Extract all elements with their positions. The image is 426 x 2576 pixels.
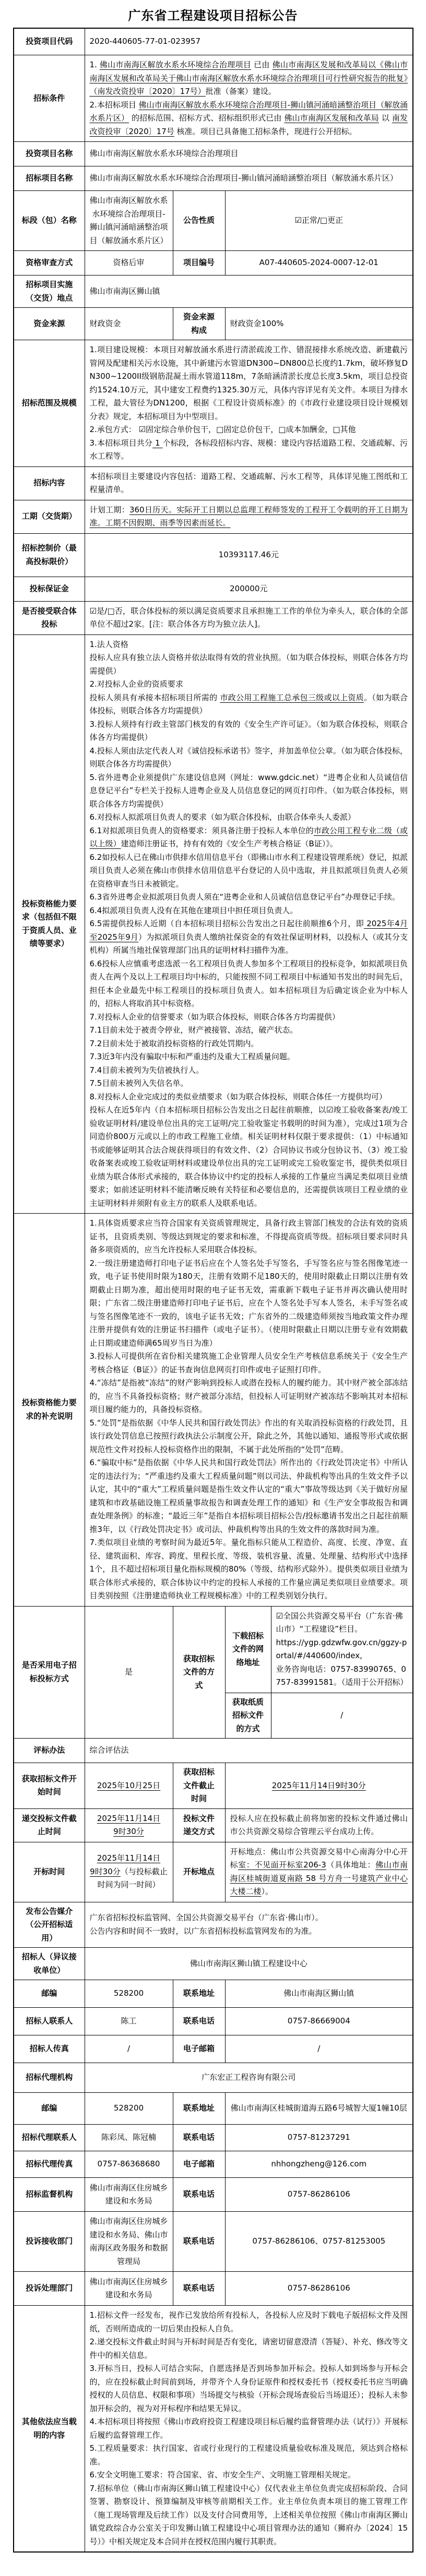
notice-nature-label-para: 公告性质: [183, 215, 215, 225]
doc-obtain-deadline-label: [173, 1763, 225, 1809]
supervision-label: [14, 2178, 85, 2212]
agency-postcode-value: [85, 2093, 173, 2125]
bid-opening-place-value-para: 开标地点：佛山市公共资源交易中心南海分中心开标室：不见面开标室206-3（具体地址：佛山市南海区桂城街道夏南路 58 号方舟一号建筑产业中心大楼二楼）。: [230, 1847, 408, 1896]
tenderer-contact-value-para: 陈工: [121, 2016, 137, 2026]
bid-opening-place-value: [225, 1842, 413, 1902]
qualification-requirements-value-para: 7.1目前未处于被责令停业，财产被接管、冻结，破产状态。: [89, 1025, 298, 1035]
qualification-supplement-value-para: 1.具体资质要求应当符合国家有关资质管理规定，具备行政主管部门核发的合法有效的资质证书，且资质类别、等级达到规定的要求和标准，不得提高资质等级。招标项目要求同时具备多项资质的，应当允许投标人采用联合体投标。: [89, 1218, 408, 1254]
other-contents-value-para: 2.递交投标文件截止时间与开标时间是否有变化，请密切留意澄清（答疑）、补充、修改等文件中的相关信息。: [89, 2337, 408, 2360]
bid-opening-time-value: [85, 1842, 173, 1902]
doc-obtain-start-label-para: 获取招标文件开始时间: [21, 1774, 77, 1797]
tenderer-phone-value: [225, 2008, 413, 2035]
qualification-supplement-value-para: 3.投标人可提供所在省份相关建筑施工企业管理人员安全生产考核信息系统关于《安全生产考核合格证（B证）》的证书查询信息网页打印件或电子证照打印件。: [89, 1351, 408, 1374]
tenderer-postcode-label-para: 邮编: [41, 1988, 57, 1998]
delivery-place-value: [85, 275, 413, 308]
control-price-label: [14, 533, 85, 577]
control-price-label-para: 招标控制价（最高投标限价）: [21, 543, 77, 566]
agency-fax-label: [14, 2151, 85, 2178]
agency-phone-label: [173, 2125, 225, 2151]
agency-address-value: [225, 2093, 413, 2125]
table-row-submission-deadline: [14, 1808, 413, 1842]
supervision-label-para: 招标监督机构: [26, 2189, 73, 2199]
electronic-bidding-value: [85, 1606, 173, 1739]
agency-value-para: 广东宏正工程咨询有限公司: [202, 2072, 296, 2082]
other-contents-value-para: 3.开标当日，投标人可结合实际，自愿选择是否到场参加开标会。投标人如到场参与开标会的，应在投标截止时间前到场，并带齐个人身份证原件和授权委托书（授权委托书应当明确授权的人员信息、权限和事项）当场提交与核验（开标会现场查验后当场退还）；投标人未参加开标会的，视为对开标程序和结果无异议。: [89, 2364, 408, 2413]
paper-doc-method-value-para: /: [340, 1710, 344, 1720]
agency-email-label-para: 电子邮箱: [183, 2159, 215, 2169]
qualification-supplement-value-para: 7.类似项目业绩的考察时间为最近5年。量化指标只能从工程造价、高度、长度、净宽、直径、建筑面积、库容、跨度、里程长度、等级、装机容量、流量、处理量、结构形式中选择1个，且不超过招标项目量化指标规模的80%（等级、结构形式除外）。提供类似项目业绩为联合体形式承接的，联合体协议中约定的投标人承接的工作量应满足类似项目业绩要求。项目类别按照《注册建造师执业工程规模标准》中的工程类别划分执行。: [89, 1538, 408, 1600]
bid-opening-place-label-para: 开标地点: [183, 1866, 215, 1876]
paper-doc-method-label-para: 获取纸质招标文件的方式: [232, 1697, 264, 1733]
project-number-label: [173, 251, 225, 275]
scope-scale-label: [14, 340, 85, 467]
agency-postcode-label: [14, 2093, 85, 2125]
submission-method-label-para: 投标文件递交方式: [183, 1813, 215, 1836]
other-contents-label: [14, 2306, 85, 2553]
doc-obtain-deadline-value: [225, 1763, 413, 1809]
download-address-label: [225, 1606, 271, 1693]
tender-content-value-para: 本招标项目主要建设内容包括：道路工程、交通疏解、污水工程等，具体详见施工图纸和工程量清单。: [89, 471, 408, 494]
tenderer-fax-label-para: 招标人传真: [29, 2044, 69, 2054]
qualification-requirements-value-para: 7.2目前未处于被取消投标资格的行政处罚期内。: [89, 1038, 259, 1048]
consortium-label: [14, 601, 85, 634]
section-name-value: [85, 191, 173, 251]
submission-deadline-label: [14, 1808, 85, 1842]
qualification-requirements-value-para: 1.法人资格: [89, 639, 128, 649]
investment-project-name-label: [14, 142, 85, 166]
qualification-requirements-value-para: 6.4拟派项目负责人没有在其他在建项目中担任项目负责人。: [89, 905, 298, 915]
table-row-fund-source: [14, 308, 413, 340]
qualification-requirements-value-para: 6.对投标人拟派项目负责人的要求（如为联合体投标，由联合体牵头人委派）: [89, 812, 356, 822]
fund-composition-value-para: 财政资金100%: [230, 318, 284, 328]
qualification-requirements-value-para: 7.5目前未被列入失信名单。: [89, 1079, 188, 1088]
table-row-duration: [14, 500, 413, 533]
notice-nature-value-para: ☑正常/□更正: [294, 215, 344, 225]
fund-composition-label-para: 资金来源构成: [183, 312, 215, 335]
agency-postcode-value-para: 528200: [113, 2103, 144, 2113]
bid-opening-time-label-para: 开标时间: [33, 1866, 65, 1876]
agency-email-value-para: nhhongzheng@126.com: [271, 2159, 367, 2169]
qualification-review-value-para: 资格后审: [113, 258, 145, 268]
tenderer-email-value-para: /: [317, 2044, 321, 2054]
tenderer-address-value-para: 佛山市南海区狮山镇: [283, 1988, 354, 1998]
doc-obtain-method-label: [173, 1606, 225, 1739]
scope-scale-value-para: 3.本招标项目共分 1 个标段，各标段招标内容、规模：建设内容括道路工程、交通疏解、污水工程等。: [89, 438, 408, 461]
qualification-requirements-value-para: 6.2如投标人已在佛山市供排水信用信息平台（即佛山市水利工程建设管理系统）登记，拟派项目负责人必须在佛山市供排水信用信息平台登记的人员中选取，并且拟派项目负责人必须在资格审查当日未被锁定。: [89, 852, 408, 889]
tenderer-value: [85, 1948, 413, 1980]
tenderer-email-label-para: 电子邮箱: [183, 2044, 215, 2054]
other-contents-value-para: 5.工程质量要求：执行国家、省或行业现行的工程建设质量验收标准及规范，须达到合格标准。: [89, 2443, 408, 2466]
section-name-value-para: 佛山市南海区解放水系水环境综合治理项目-狮山镇河涌暗涵整治项目（解放涌水系片区）: [89, 196, 168, 245]
tenderer-fax-label: [14, 2035, 85, 2063]
complaint-handling-phone-value-para: 0757-86286106: [287, 2283, 350, 2293]
submission-deadline-value-para: 9时30分: [113, 1827, 144, 1836]
qualification-requirements-value-para: 投标人须具有承接本招标项目所需的 市政公用工程施工总承包三级或以上资质。（如为联合体投标，则联合体各方均需提供）: [89, 692, 408, 715]
agency-postcode-label-para: 邮编: [41, 2103, 57, 2113]
doc-obtain-deadline-value-para: 2025年11月14日9时30分: [271, 1780, 366, 1790]
download-address-value-para: https://ygp.gdzwfw.gov.cn/ggzy-portal/#/440600/index,: [276, 1637, 407, 1660]
agency-email-label: [173, 2151, 225, 2178]
table-row-qualification-supplement: [14, 1214, 413, 1607]
qualification-requirements-value-para: 投标人在近5年内（自本招标项目招标公告发出之日起往前顺推，以☑竣工验收备案表/竣工验收证明材料/建设单位出具的完工证明/完工验收鉴定书载明的时间为准），完成过1项为合同造价800万元或以上的市政工程施工业绩。相关证明材料仅限于要求提供：（1）中标通知书或能够证明其合法合规获得项目的有效文件、（2）合同协议书或分包协议书、（3）竣工验收备案表或竣工验收证明材料或建设单位出具的完工证明或完工验收鉴定书，提供类似项目业绩为联合体形式承接的，联合体协议中约定的投标人承接的工作量应当满足类似项目业绩要求；如前述证明材料不能清晰反映有关特征和必要信息的，还需提供该项目工程业绩的业主证明材料并须附有业主方的联系人及联系电话。: [89, 1105, 408, 1208]
qualification-supplement-value: [85, 1214, 413, 1607]
paper-doc-method-value: [271, 1693, 413, 1739]
consortium-value: [85, 601, 413, 634]
complaint-receiving-phone-value: [225, 2212, 413, 2272]
agency-contact-value: [85, 2125, 173, 2151]
qualification-supplement-label: [14, 1214, 85, 1607]
project-number-value-para: A07-440605-2024-0007-12-01: [259, 258, 378, 268]
bid-bond-value-para: 200000元: [230, 583, 268, 593]
qualification-requirements-value-para: 6.5需提供投标人近期（自本招标项目招标公告发出之日起往前顺推6个月，即 2025年4月至2025年9月）为拟派项目负责人缴纳社保资金的有效社保证明材料，以投标人（或其分支机构）所属当地社保管理部门出具的证明材料扫描件为准。: [89, 919, 408, 955]
tenderer-phone-value-para: 0757-86669004: [287, 2016, 350, 2026]
complaint-receiving-phone-label: [173, 2212, 225, 2272]
tender-project-name-value: [85, 166, 413, 191]
supervision-phone-label-para: 联系电话: [183, 2189, 215, 2199]
duration-value: [85, 500, 413, 533]
qualification-requirements-value-para: 6.6投标人应慎重考虑选派一名工程项目负责人参加多个工程项目的投标竞争，如拟派项目负责人在两个及以上工程项目均中标的，只能按照不同工程项目中标通知书发出的时间先后，担任本企业最先中标工程项目的投标项目负责人。如本招标项目为后确定该企业为中标人的，招标人将取消其中标资格。: [89, 958, 408, 1008]
qualification-supplement-value-para: 2.一级注册建造师打印电子证书后应在个人签名处手写签名，手写签名应与签名图像笔迹一致，电子证书使用时限为180天，注册有效期不足180天的，使用时限截止日期以注册有效期截止日期为准，超出使用时限的电子证书无效，需重新下载电子证书并再次确认使用时限；广东省二级注册建造师打印电子证书后，应在个人签名处手写本人签名，未手写签名或与签名图像笔迹不一致的，该电子证书无效；广东省外的二级建造师须按当地政策文件办理注册并提供有效的注册证书扫描件（或电子证书）。（使用时限截止日期以注册专业有效期截止日期或建造师满65周岁当日为准）: [89, 1258, 408, 1348]
qualification-requirements-value-para: 8.对投标人企业完成过的类似业绩要求（如为联合体投标，则联合体任一方提供均可）: [89, 1092, 387, 1101]
complaint-receiving-label: [14, 2212, 85, 2272]
qualification-requirements-value: [85, 634, 413, 1214]
agency-fax-value-para: 0757-86368680: [97, 2159, 160, 2169]
table-row-tender-project-name: [14, 166, 413, 191]
page-title: 广东省工程建设项目招标公告: [128, 8, 298, 23]
download-address-value: [271, 1606, 413, 1693]
agency-contact-label-para: 招标代理联系人: [21, 2132, 77, 2142]
qualification-requirements-value-para: 7.对投标人企业的信誉要求（如为联合体投标，则联合体各方均需提供）: [89, 1012, 340, 1022]
agency-contact-value-para: 陈彩凤、陈冠楠: [101, 2132, 156, 2142]
table-row-complaint-handling: [14, 2272, 413, 2306]
tender-conditions-label-para: 招标条件: [33, 93, 65, 103]
agency-fax-value: [85, 2151, 173, 2178]
table-row-tender-conditions: [14, 55, 413, 142]
table-row-scope-scale: [14, 340, 413, 467]
tenderer-address-value: [225, 1980, 413, 2008]
doc-obtain-start-label: [14, 1763, 85, 1809]
submission-deadline-value: [85, 1808, 173, 1842]
tender-project-name-label: [14, 166, 85, 191]
agency-phone-label-para: 联系电话: [183, 2132, 215, 2142]
supervision-phone-value-para: 0757-86286106: [287, 2189, 350, 2199]
project-number-label-para: 项目编号: [183, 258, 215, 268]
qualification-requirements-value-para: 6.1对拟派项目负责人的资格要求：须具备注册于投标人本单位的市政公用工程专业二级（或以上级）建造师注册证书，持有有效的《安全生产考核合格证（B证）》。: [89, 825, 408, 848]
fund-composition-label: [173, 308, 225, 340]
other-contents-value-para: 6.安全文明施工要求：符合国家、省、市安全生产、文明施工管理相关规定。: [89, 2470, 356, 2479]
other-contents-value-para: 7.招标单位（佛山市南海区狮山镇工程建设中心）仅代表业主单位负责完成招标阶段、合同签署、勘察设计、预算编制及审核等前期相关工作。业主单位负责本项目的施工管理工作（施工现场管理及后续工作）以及支付合同费用等，上述相关单位按照《佛山市南海区狮山镇党政综合办公室关于印发狮山镇工程建设中心项目管理办法的通知（狮府办〔2024〕15号）》中相关规定及本合同并在授权范围内履行其职责。: [89, 2483, 408, 2546]
duration-label-para: 工期（交货期）: [21, 511, 77, 521]
fund-source-value-para: 财政资金: [89, 318, 121, 328]
table-row-qualification-review: [14, 251, 413, 275]
tenderer-postcode-label: [14, 1980, 85, 2008]
bid-bond-label: [14, 577, 85, 601]
complaint-receiving-value: [85, 2212, 173, 2272]
qualification-requirements-value-para: 7.3近3年内没有骗取中标和严重违约及重大工程质量问题。: [89, 1052, 295, 1061]
tender-content-value: [85, 466, 413, 500]
complaint-receiving-phone-label-para: 联系电话: [183, 2236, 215, 2246]
announcement-media-value: [85, 1902, 413, 1948]
announcement-table: [13, 28, 413, 2553]
tenderer-fax-value: [85, 2035, 173, 2063]
electronic-bidding-label-para: 是否采用电子招标投标方式: [21, 1660, 77, 1683]
tenderer-phone-label: [173, 2008, 225, 2035]
section-name-label-para: 标段（包）名称: [21, 215, 77, 225]
agency-label-para: 招标代理机构: [26, 2072, 73, 2082]
table-row-tenderer: [14, 1948, 413, 1980]
tender-content-label: [14, 466, 85, 500]
submission-deadline-value-para: 2025年11月14日: [97, 1813, 161, 1823]
table-row-agency-postcode: [14, 2093, 413, 2125]
table-row-evaluation-method: [14, 1739, 413, 1763]
complaint-handling-phone-value: [225, 2272, 413, 2306]
announcement-media-label-para: 发布公告媒介（公开招标适用）: [26, 1906, 73, 1943]
delivery-place-value-para: 佛山市南海区狮山镇: [89, 286, 160, 296]
table-row-bid-opening: [14, 1842, 413, 1902]
bid-opening-time-label: [14, 1842, 85, 1902]
supervision-phone-value: [225, 2178, 413, 2212]
qualification-supplement-label-para: 投标资格能力要求的补充说明: [21, 1398, 77, 1421]
table-row-section-name: [14, 191, 413, 251]
bid-opening-place-label: [173, 1842, 225, 1902]
agency-address-value-para: 佛山市南海区桂城街道海五路6号城智大厦1幢10层: [230, 2103, 407, 2113]
tenderer-address-label: [173, 1980, 225, 2008]
table-row-qualification-requirements: [14, 634, 413, 1214]
investment-project-name-value-para: 佛山市南海区解放水系水环境综合治理项目: [89, 149, 239, 159]
complaint-handling-phone-label: [173, 2272, 225, 2306]
tenderer-contact-label: [14, 2008, 85, 2035]
submission-method-label: [173, 1808, 225, 1842]
download-address-value-para: ☑全国公共资源交易平台（广东省·佛山市）“工程建设”栏目。: [276, 1611, 403, 1634]
investment-project-name-value: [85, 142, 413, 166]
other-contents-label-para: 其他依法应当载明的内容: [21, 2417, 77, 2440]
tender-content-label-para: 招标内容: [33, 478, 65, 488]
complaint-handling-phone-label-para: 联系电话: [183, 2283, 215, 2293]
qualification-review-label: [14, 251, 85, 275]
tenderer-contact-label-para: 招标人联系人: [26, 2016, 73, 2026]
other-contents-value: [85, 2306, 413, 2553]
fund-source-label: [14, 308, 85, 340]
table-row-tenderer-fax: [14, 2035, 413, 2063]
investment-project-name-label-para: 投资项目名称: [26, 149, 73, 159]
table-row-agency-fax: [14, 2151, 413, 2178]
agency-contact-label: [14, 2125, 85, 2151]
complaint-handling-label: [14, 2272, 85, 2306]
table-row-other-contents: [14, 2306, 413, 2553]
submission-method-value: [225, 1808, 413, 1842]
qualification-supplement-value-para: 5.“处罚”是指依据《中华人民共和国行政处罚法》作出的有关取消投标资格的行政处罚，且该行政处罚信息已按照行政执法公示制度公开，除此之外，其他以通知、通报等形式或依据规范性文件对投标人投标资格作出的限制，不属于此处所指的“处罚”范畴。: [89, 1418, 408, 1454]
doc-obtain-start-value: [85, 1763, 173, 1809]
table-row-delivery-place: [14, 275, 413, 308]
agency-phone-value: [225, 2125, 413, 2151]
agency-fax-label-para: 招标代理传真: [26, 2159, 73, 2169]
qualification-supplement-value-para: 4.“冻结”是指被“冻结”的财产影响到投标人或潜在投标人的履约能力。其中财产被全部冻结的，应当不具备投标资格；财产被部分冻结，但投标人可证明财产被冻结不影响其对本招标项目履约能力的，具备投标资格。: [89, 1378, 408, 1414]
table-row-electronic-bidding: [14, 1606, 413, 1693]
announcement-table-body: [14, 28, 413, 2552]
submission-deadline-label-para: 递交投标文件截止时间: [21, 1813, 77, 1836]
bid-bond-value: [85, 577, 413, 601]
announcement-media-label: [14, 1902, 85, 1948]
tenderer-phone-label-para: 联系电话: [183, 2016, 215, 2026]
table-row-consortium: [14, 601, 413, 634]
agency-address-label-para: 联系地址: [183, 2103, 215, 2113]
tender-conditions-value: [85, 55, 413, 142]
tenderer-postcode-value: [85, 1980, 173, 2008]
evaluation-method-value-para: 综合评估法: [89, 1745, 129, 1755]
project-number-value: [225, 251, 413, 275]
table-row-tender-content: [14, 466, 413, 500]
complaint-handling-label-para: 投诉处理部门: [26, 2283, 73, 2293]
qualification-requirements-value-para: 7.4目前未被列为失信被执行人。: [89, 1065, 204, 1075]
doc-obtain-deadline-label-para: 获取招标文件截止时间: [183, 1767, 215, 1803]
table-row-agency-contact: [14, 2125, 413, 2151]
complaint-handling-value: [85, 2272, 173, 2306]
delivery-place-label-para: 招标项目实施（交货）地点: [26, 280, 73, 303]
paper-doc-method-label: [225, 1693, 271, 1739]
qualification-requirements-label: [14, 634, 85, 1214]
tenderer-label-para: 招标人（异议接收单位）: [21, 1952, 77, 1975]
delivery-place-label: [14, 275, 85, 308]
other-contents-value-para: 4.本招标项目将按照《佛山市政府投资工程建设项目标后履约监督管理办法（试行）》开展标后履约监督管理工作。: [89, 2417, 408, 2440]
tenderer-label: [14, 1948, 85, 1980]
qualification-requirements-value-para: 6.3省外进粤企业拟派项目负责人须在“进粤企业和人员诚信信息登记平台”办理登记手续。: [89, 892, 400, 902]
duration-value-para: 计划工期：360日历天。实际开工日期以总监理工程师签发的工程开工令载明的开工日期为准。工期不因假期、雨季等因素而延长。: [89, 505, 408, 528]
electronic-bidding-value-para: 是: [124, 1667, 133, 1676]
complaint-handling-value-para: 佛山市南海区住房城乡建设和水务局: [89, 2277, 168, 2299]
tenderer-email-label: [173, 2035, 225, 2063]
download-address-label-para: 下载招标文件的网络地址: [232, 1631, 264, 1667]
notice-nature-label: [173, 191, 225, 251]
table-row-supervision: [14, 2178, 413, 2212]
agency-value: [85, 2063, 413, 2093]
table-row-tenderer-postcode: [14, 1980, 413, 2008]
table-row-bid-bond: [14, 577, 413, 601]
qualification-requirements-value-para: 投标人应具有独立法人资格并依法取得有效的营业执照。（如为联合体投标，则联合体各方均需提供）: [89, 653, 408, 676]
tender-conditions-label: [14, 55, 85, 142]
other-contents-value-para: 1.招标文件一经发布，视作已发放给所有投标人，各投标人应及时下载电子版招标文件及图纸，否则所造成的一切后果由投标人自负。: [89, 2310, 408, 2333]
fund-source-label-para: 资金来源: [33, 318, 65, 328]
announcement-media-value-para: 广东省招标投标监管网、全国公共资源交易平台（广东省·佛山市）。: [89, 1913, 323, 1923]
complaint-receiving-label-para: 投诉接收部门: [26, 2236, 73, 2246]
evaluation-method-label-para: 评标办法: [33, 1745, 65, 1755]
tender-conditions-value-para: 2.本招标项目 佛山市南海区解放水系水环境综合治理项目-狮山镇河涌暗涵整治项目（解放涌水系片区） 的招标范围、招标方式、招标组织形式已由 佛山市南海区发展和改革局 以 南发改资投审〔2020〕17号 核准。项目已具备施工招标条件，现进行公开招标。: [89, 100, 408, 136]
control-price-value-para: 10393117.46元: [218, 549, 279, 559]
section-name-label: [14, 191, 85, 251]
qualification-requirements-label-para: 投标资格能力要求（包括但不限于资质人员、业绩等要求）: [21, 898, 77, 949]
control-price-value: [85, 533, 413, 577]
tenderer-postcode-value-para: 528200: [113, 1988, 144, 1998]
scope-scale-value: [85, 340, 413, 467]
tenderer-contact-value: [85, 2008, 173, 2035]
tender-project-name-value-para: 佛山市南海区解放水系水环境综合治理项目-狮山镇河涌暗涵整治项目（解放涌水系片区）: [89, 173, 398, 183]
tenderer-address-label-para: 联系地址: [183, 1988, 215, 1998]
bid-bond-label-para: 投标保证金: [29, 583, 69, 593]
table-row-investment-project-name: [14, 142, 413, 166]
agency-email-value: [225, 2151, 413, 2178]
qualification-review-label-para: 资格审查方式: [26, 258, 73, 268]
tender-conditions-value-para: 1. 佛山市南海区解放水系水环境综合治理项目 已由 佛山市南海区发展和改革局以《佛山市南海区发展和改革局关于佛山市南海区解放水系水环境综合治理项目可行性研究报告的批复》（南发改资投审〔2020〕17号）批准（备案）建设。: [89, 60, 408, 96]
agency-address-label: [173, 2093, 225, 2125]
electronic-bidding-label: [14, 1606, 85, 1739]
qualification-requirements-value-para: 2.对投标人企业的资质要求: [89, 679, 183, 689]
doc-obtain-start-value-para: 2025年10月25日: [97, 1780, 161, 1790]
submission-method-value-para: 投标人应在投标截止前将加密的投标文件通过佛山市公共资源交易综合管理云平台成功上传。: [230, 1813, 408, 1836]
complaint-receiving-value-para: 佛山市南海区住房城乡建设和水务局、佛山市南海区政务服务和数据管理局: [89, 2216, 168, 2266]
announcement-media-value-para: 公告内容和时间不一致时，以广东省招标投标监管网发布的为准。: [89, 1926, 317, 1936]
table-row-doc-obtain-time: [14, 1763, 413, 1809]
tender-project-name-label-para: 招标项目名称: [26, 173, 73, 183]
project-code-value-para: 2020-440605-77-01-023957: [89, 37, 201, 46]
evaluation-method-value: [85, 1739, 413, 1763]
supervision-value: [85, 2178, 173, 2212]
scope-scale-value-para: 2.承包方式： ☑固定综合单价包干，□固定总价包干，□成本加酬金，□其他: [89, 425, 356, 434]
table-row-project-code: [14, 28, 413, 55]
tenderer-fax-value-para: /: [127, 2044, 131, 2054]
scope-scale-label-para: 招标范围及规模: [21, 398, 77, 408]
supervision-phone-label: [173, 2178, 225, 2212]
project-code-value: [85, 28, 413, 55]
consortium-value-para: ☑是/□否，联合体投标的须以满足资质要求且承担施工工作的单位为牵头人，联合体的全部单位不超过2家。[注：联合体各方均为独立法人]。: [89, 606, 408, 629]
fund-source-value: [85, 308, 173, 340]
fund-composition-value: [225, 308, 413, 340]
qualification-requirements-value-para: 3.投标人须持有行政主管部门核发的有效的《安全生产许可证》。（如为联合体投标，则联合体各方均需提供）: [89, 719, 408, 742]
complaint-receiving-phone-value-para: 0757-86286106、0757-81253005: [252, 2236, 386, 2246]
table-row-tenderer-contact: [14, 2008, 413, 2035]
table-row-announcement-media: [14, 1902, 413, 1948]
download-address-value-para: 业务咨询电话：0757-83990765、0757-83991581。（适用于公开招标）: [276, 1664, 408, 1687]
table-row-complaint-receiving: [14, 2212, 413, 2272]
project-code-label: [14, 28, 85, 55]
duration-label: [14, 500, 85, 533]
supervision-value-para: 佛山市南海区住房城乡建设和水务局: [89, 2183, 168, 2206]
consortium-label-para: 是否接受联合体投标: [21, 606, 77, 629]
doc-obtain-method-label-para: 获取招标文件的方式: [183, 1654, 215, 1690]
bid-opening-time-value-para: 9时30分（与投标截止时间为同一时间）: [90, 1866, 168, 1890]
agency-label: [14, 2063, 85, 2093]
notice-nature-value: [225, 191, 413, 251]
tenderer-email-value: [225, 2035, 413, 2063]
project-code-label-para: 投资项目代码: [26, 37, 73, 46]
qualification-supplement-value-para: 6.“骗取中标”是指依据《中华人民共和国行政处罚法》所作出的《行政处罚决定书》中所认定的违法行为；“严重违约及重大工程质量问题”则以司法、仲裁机构等出具的生效文件予以认定，其中的“重大”工程质量问题是指生效文件认定的“重大”事故等级达到《关于做好房屋建筑和市政基础设施工程质量事故报告和调查处理工作的通知》和《生产安全事故报告和调查处理条例》的标准；“最近三年”是指自本招标项目招标公告/投标邀请书发出之日起往前顺推3年，以《行政处罚决定书》或司法、仲裁机构等出具的生效文件的落款时间为准。: [89, 1458, 408, 1534]
tenderer-value-para: 佛山市南海区狮山镇工程建设中心: [190, 1958, 307, 1968]
evaluation-method-label: [14, 1739, 85, 1763]
bid-opening-time-value-para: 2025年11月14日: [97, 1853, 161, 1863]
table-row-agency: [14, 2063, 413, 2093]
qualification-requirements-value-para: 4.投标人须由法定代表人对《诚信投标承诺书》签字，并加盖单位公章。（如为联合体投标，则联合体各方均需提供）: [89, 746, 408, 769]
table-row-control-price: [14, 533, 413, 577]
qualification-review-value: [85, 251, 173, 275]
agency-phone-value-para: 0757-81237291: [287, 2132, 350, 2142]
scope-scale-value-para: 1.项目建设规模：本项目对解放涌水系进行清淤疏浚工作、错混接排水系统改造、新建截污管网及配建相关污水设施，其中新建污水管道DN300~DN800总长度约1.7km，破坏修复DN300~1200II级钢筋混凝土雨水管道118m，7条暗涵清淤长度总长度3.5km，项目总投资约1524.10万元，其中建安工程费约1325.30万元，具体内容详见有关文件。本项目为排水工程，最大管径为DN1200，根据《工程设计资质标准》的《市政行业建设项目设计规模划分表》规定，本招标项目为中型项目。: [89, 345, 408, 421]
qualification-requirements-value-para: 5.省外进粤企业须提供广东建设信息网（网址：www.gdcic.net）“进粤企业和人员诚信信息登记平台”专栏关于投标人进粤企业及人员信息登记的网页打印件。（如为联合体投标，则联合体各方均需提供）: [89, 772, 408, 809]
